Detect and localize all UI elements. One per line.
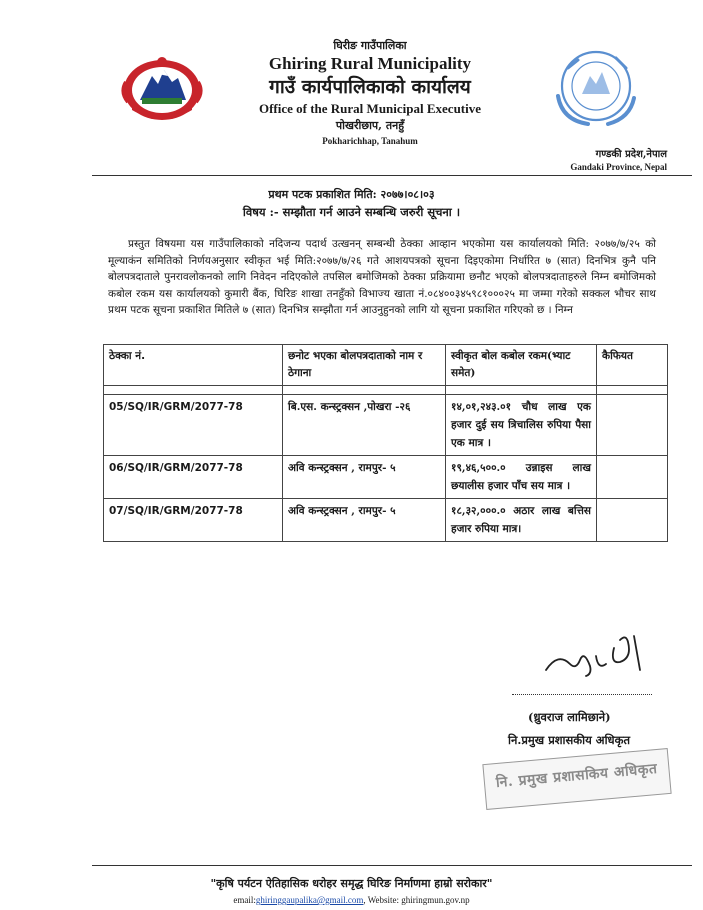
email-link[interactable]: ghiringgaupalika@gmail.com — [255, 895, 364, 905]
amount-cell: १९,४६,५००.० उन्नाइस लाख छयालीस हजार पाँच सय मात्र । — [446, 456, 597, 499]
designation-stamp — [482, 748, 671, 810]
table-spacer-row — [104, 386, 668, 395]
header-bidder: छनोट भएका बोलपत्रदाताको नाम र ठेगाना — [283, 345, 446, 386]
stamp-text: नि. प्रमुख प्रशासकिय अधिकृत — [495, 760, 659, 792]
remarks-cell — [597, 499, 668, 542]
place-english: Pokharichhap, Tanahum — [322, 136, 418, 146]
office-name-english: Office of the Rural Municipal Executive — [258, 101, 482, 116]
province-english: Gandaki Province, Nepal — [570, 162, 667, 172]
table-row — [104, 395, 668, 456]
table-row — [104, 499, 668, 542]
footer-contact — [0, 895, 703, 905]
notice-subject: विषय :- सम्झौता गर्न आउने सम्बन्धि जरुरी सूचना । — [242, 205, 461, 219]
table-header-row — [104, 345, 668, 386]
email-label: email: — [233, 895, 256, 905]
contract-no-cell: 05/SQ/IR/GRM/2077-78 — [104, 395, 283, 456]
contract-no-cell: 06/SQ/IR/GRM/2077-78 — [104, 456, 283, 499]
letterhead — [200, 38, 540, 148]
amount-cell: १८,३२,०००.० अठार लाख बत्तिस हजार रुपिया मात्र। — [446, 499, 597, 542]
municipality-name-nepali: घिरीङ गाउँपालिका — [333, 39, 407, 52]
published-date: प्रथम पटक प्रकाशित मिति: २०७७।०८।०३ — [268, 188, 435, 201]
nepal-government-emblem-icon — [118, 52, 206, 122]
contract-table — [103, 344, 668, 542]
header-divider — [92, 175, 692, 176]
bidder-cell: बि.एस. कन्स्ट्रक्सन ,पोखरा -२६ — [283, 395, 446, 456]
table-row — [104, 456, 668, 499]
handwritten-signature-icon — [540, 630, 655, 685]
municipality-name-english: Ghiring Rural Municipality — [268, 54, 472, 73]
signatory-title: नि.प्रमुख प्रशासकीय अधिकृत — [508, 733, 631, 747]
signature-line — [512, 694, 652, 695]
website-text: , Website: ghiringmun.gov.np — [363, 895, 470, 905]
office-name-nepali: गाउँ कार्यपालिकाको कार्यालय — [269, 76, 471, 98]
notice-body: प्रस्तुत विषयमा यस गाउँपालिकाको नदिजन्य पदार्थ उत्खनन् सम्बन्धी ठेक्का आव्हान भएकोमा यस कार्यालयको मिति: २०७७/७/२५ को मूल्याकंन समितिको निर्णयअनुसार स्वीकृत भई मिति:२०७७/७/२६ गते आशयपत्रको सूचना दिइएकोमा निर्धारित ७ (सात) दिनभित्र कुनै पनि बोलपत्रदाताले पुनरावलोकनको लागि निवेदन नदिएकोले तपसिल बमोजिमको ठेक्का प्रक्रियामा छनौट भएको बोलपत्रदाताहरुले निम्न बमोजिमको कबोल रकम यस कार्यालयको कुमारी बैंक, घिरिङ शाखा तनहुँको विभाज्य खाता नं.०८४००३४५९८१०००२५ मा जम्मा गरेको सक्कल भौचर साथ प्रथम पटक सूचना प्रकाशित मितिले ७ (सात) दिनभित्र सम्झौता गर्न आउनुहुनको लागि यो सूचना प्रकाशित गरिएको छ । निम्न — [108, 238, 656, 317]
footer-divider — [92, 865, 692, 866]
remarks-cell — [597, 395, 668, 456]
place-nepali: पोखरीछाप, तनहुँ — [335, 119, 405, 132]
bidder-cell: अवि कन्स्ट्रक्सन , रामपुर- ५ — [283, 499, 446, 542]
header-amount: स्वीकृत बोल कबोल रकम(भ्याट समेत) — [446, 345, 597, 386]
contract-no-cell: 07/SQ/IR/GRM/2077-78 — [104, 499, 283, 542]
footer-motto: "कृषि पर्यटन ऐतिहासिक धरोहर समृद्ध घिरिङ निर्माणमा हाम्रो सरोकार" — [210, 877, 493, 890]
signatory-name: (ध्रुवराज लामिछाने) — [528, 710, 611, 724]
header-remarks: कैफियत — [597, 345, 668, 386]
header-contract-no: ठेक्का नं. — [104, 345, 283, 386]
municipality-seal-icon — [538, 38, 648, 138]
remarks-cell — [597, 456, 668, 499]
amount-cell: १४,०१,२४३.०१ चौध लाख एक हजार दुई सय त्रिचालिस रुपिया पैसा एक मात्र । — [446, 395, 597, 456]
bidder-cell: अवि कन्स्ट्रक्सन , रामपुर- ५ — [283, 456, 446, 499]
province-nepali: गण्डकी प्रदेश,नेपाल — [595, 149, 667, 160]
province-block — [570, 148, 667, 173]
